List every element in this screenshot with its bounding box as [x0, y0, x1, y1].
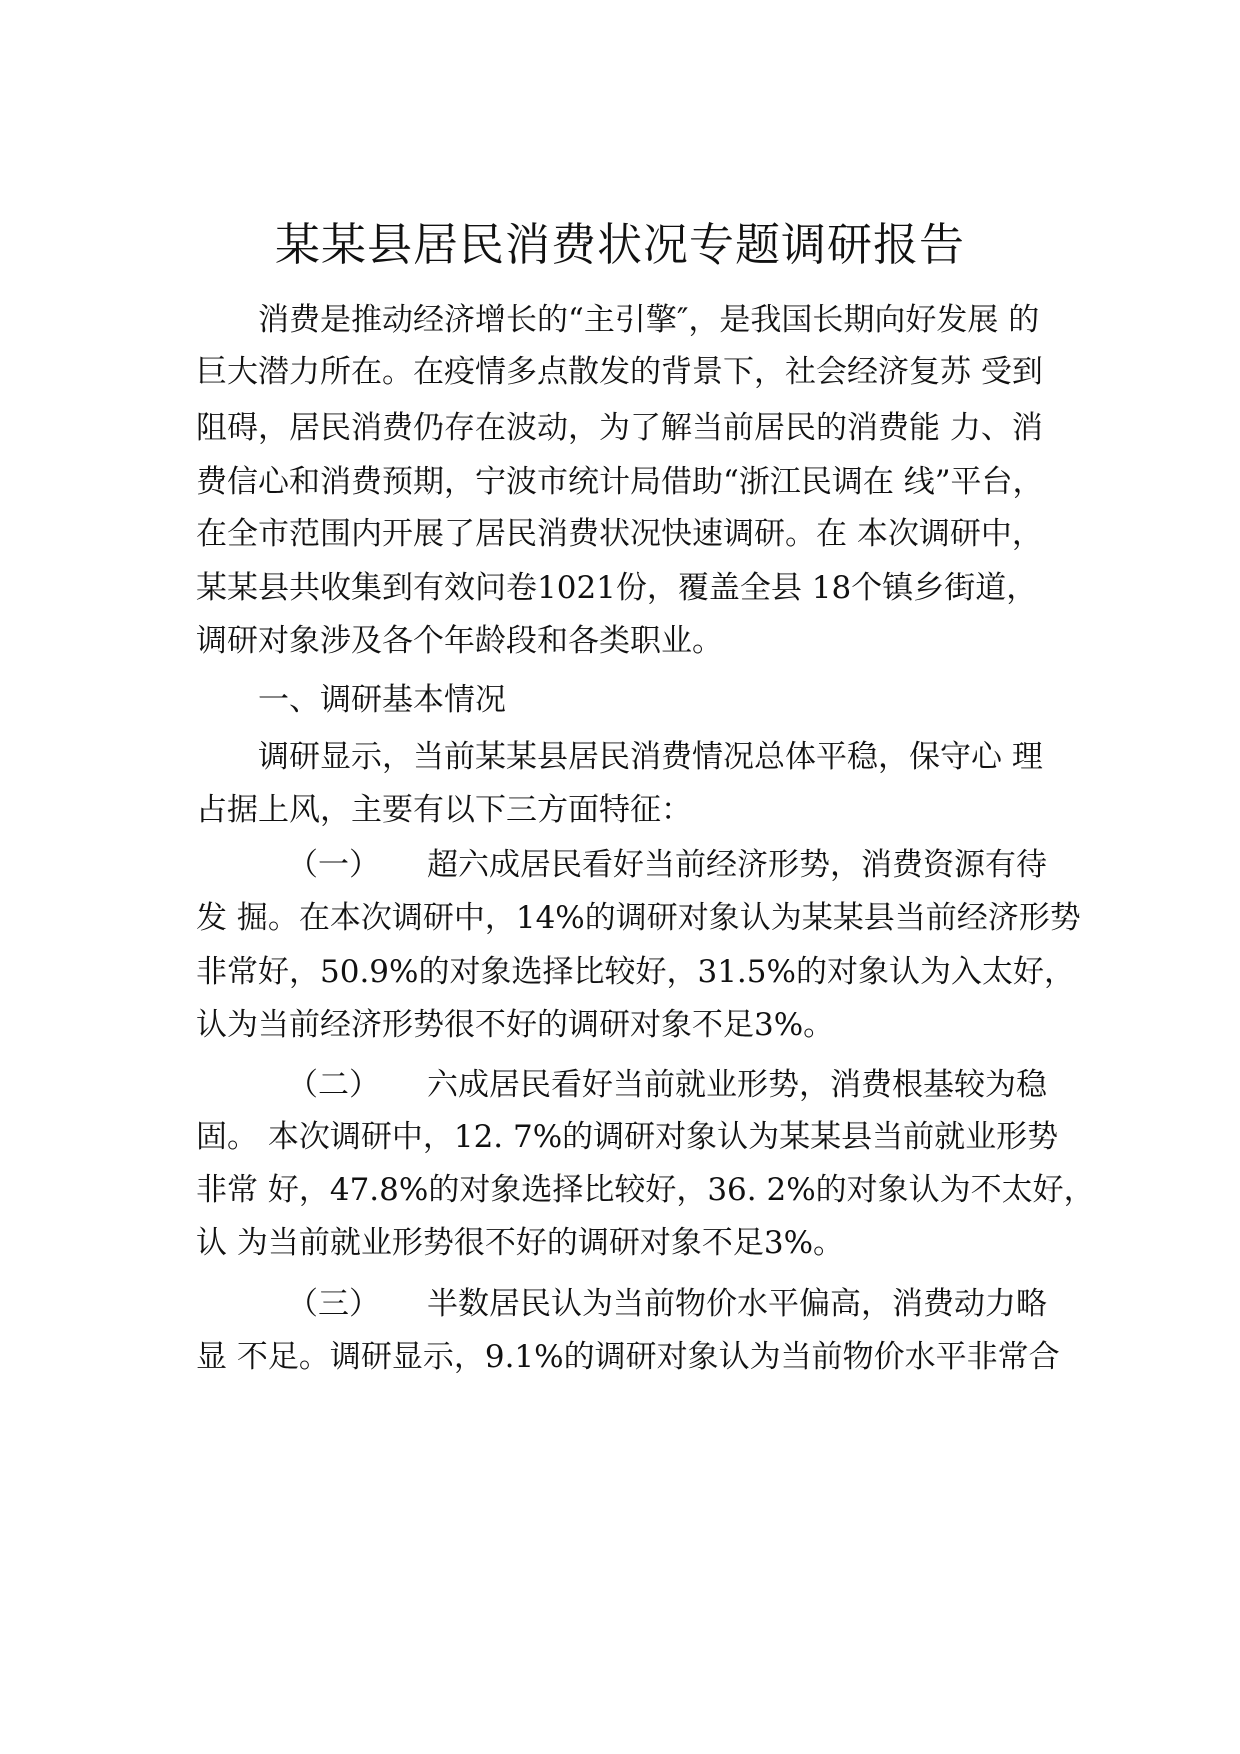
paragraph-line: 占据上风，主要有以下三方面特征：: [196, 792, 692, 828]
paragraph-line: 在全市范围内开展了居民消费状况快速调研。在 本次调研中，: [196, 516, 1043, 552]
paragraph-line: 某某县共收集到有效问卷1021份，覆盖全县 18个镇乡街道，: [196, 570, 1038, 606]
paragraph-line: 巨大潜力所在。在疫情多点散发的背景下，社会经济复苏 受到: [196, 354, 1043, 390]
subsection-number: （三）: [287, 1286, 380, 1322]
section-heading: 一、调研基本情况: [258, 682, 506, 718]
subsection-line: [287, 1061, 1077, 1109]
paragraph-line: 认为当前经济形势很不好的调研对象不足3%。: [196, 1007, 835, 1043]
subsection-number: （一）: [287, 847, 380, 883]
paragraph-line: 阻碍，居民消费仍存在波动，为了解当前居民的消费能 力、消: [196, 410, 1043, 446]
subsection-line: [287, 1280, 1077, 1328]
document-title: 某某县居民消费状况专题调研报告: [274, 218, 965, 271]
paragraph-line: 非常 好，47.8%的对象选择比较好，36. 2%的对象认为不太好，: [196, 1172, 1095, 1208]
paragraph-line: 显 不足。调研显示，9.1%的调研对象认为当前物价水平非常合: [196, 1339, 1060, 1375]
subsection-number: （二）: [287, 1067, 380, 1103]
paragraph-line: 调研对象涉及各个年龄段和各类职业。: [196, 623, 723, 659]
subsection-text: 六成居民看好当前就业形势，消费根基较为稳: [427, 1067, 1047, 1103]
paragraph-line: 认 为当前就业形势很不好的调研对象不足3%。: [196, 1225, 845, 1261]
paragraph-line: 调研显示，当前某某县居民消费情况总体平稳，保守心 理: [258, 739, 1043, 775]
paragraph-line: 费信心和消费预期，宁波市统计局借助“浙江民调在 线”平台，: [196, 464, 1044, 500]
paragraph-line: 固。 本次调研中，12. 7%的调研对象认为某某县当前就业形势: [196, 1119, 1059, 1155]
paragraph-line: 非常好，50.9%的对象选择比较好，31.5%的对象认为入太好，: [196, 954, 1075, 990]
subsection-line: [287, 841, 1077, 889]
paragraph-line: 消费是推动经济增长的“主引擎″，是我国长期向好发展 的: [258, 302, 1040, 338]
subsection-text: 半数居民认为当前物价水平偏高，消费动力略: [427, 1286, 1047, 1322]
paragraph-line: 发 掘。在本次调研中，14%的调研对象认为某某县当前经济形势: [196, 900, 1081, 936]
subsection-text: 超六成居民看好当前经济形势，消费资源有待: [427, 847, 1047, 883]
